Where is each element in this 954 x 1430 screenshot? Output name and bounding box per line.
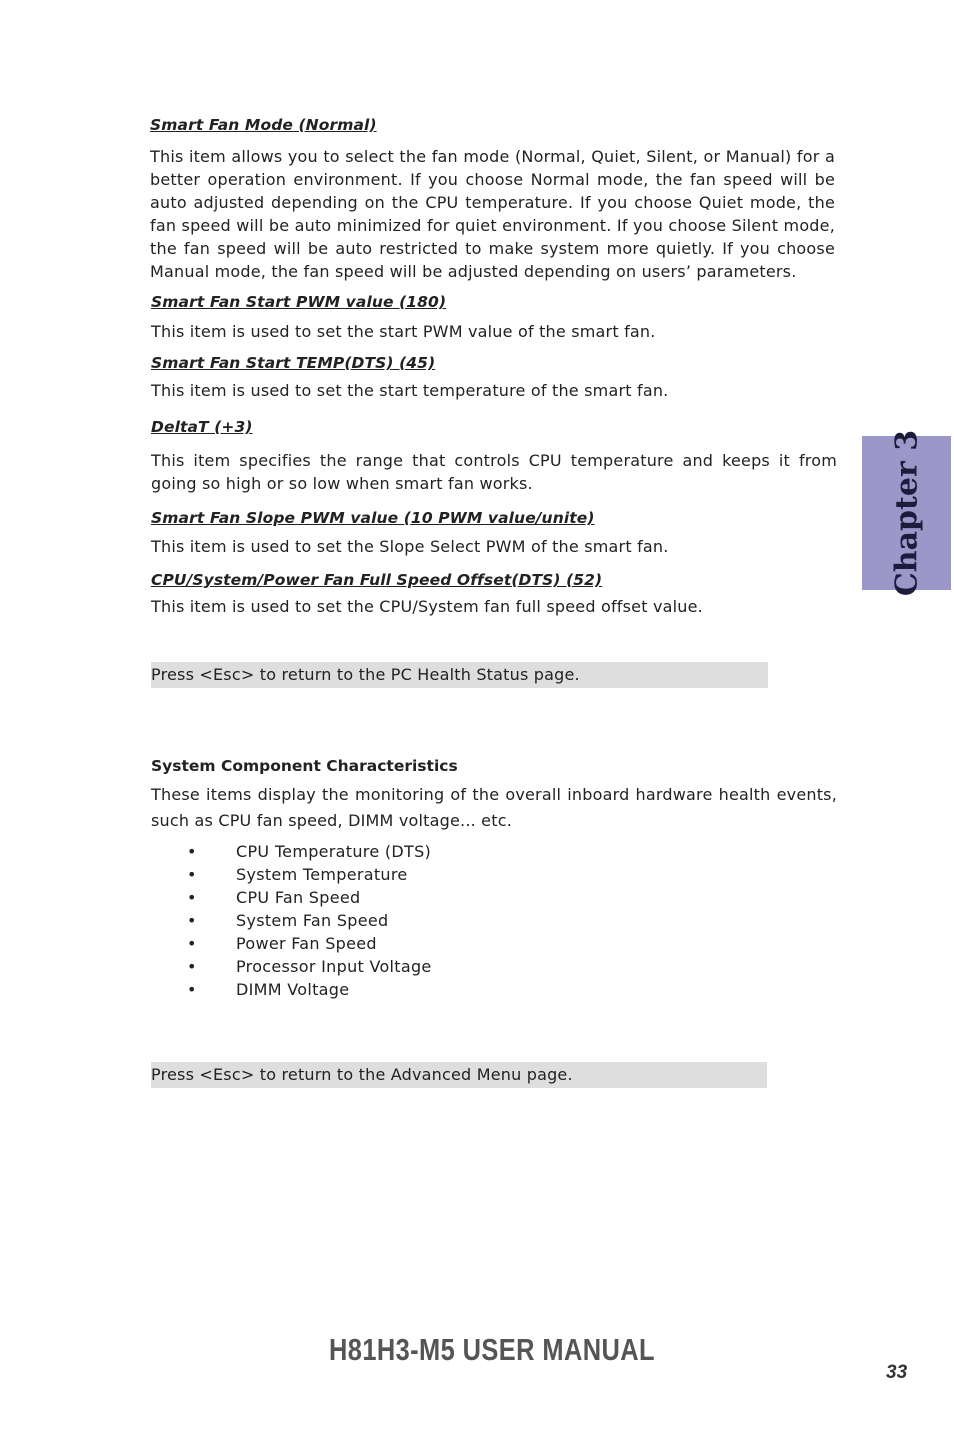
components-list	[187, 840, 432, 1001]
components-title: System Component Characteristics	[151, 757, 458, 775]
bullet-icon: •	[187, 865, 197, 884]
full-speed-offset-description: This item is used to set the CPU/System fan full speed offset value.	[151, 597, 703, 616]
start-pwm-heading: Smart Fan Start PWM value (180)	[151, 293, 447, 311]
bullet-icon: •	[187, 888, 197, 907]
manual-title: H81H3-M5 USER MANUAL	[328, 1332, 655, 1367]
list-item: • System Temperature	[187, 865, 408, 884]
fan-mode-description: This item allows you to select the fan mode (Normal, Quiet, Silent, or Manual) for a better operation environment. If you choose Normal mode, the fan speed will be auto adjusted depending on the CPU temperature. If you choose Quiet mode, the fan speed will be auto minimized for quiet environment. If you choose Silent mode, the fan speed will be auto restricted to make system more quietly. If you choose Manual mode, the fan speed will be adjusted depending on users’ parameters.	[150, 147, 835, 281]
delta-t-heading: DeltaT (+3)	[151, 418, 253, 436]
start-pwm-description: This item is used to set the start PWM value of the smart fan.	[151, 322, 656, 341]
list-item: • DIMM Voltage	[187, 980, 350, 999]
full-speed-offset-heading: CPU/System/Power Fan Full Speed Offset(DTS) (52)	[151, 571, 603, 589]
esc-advanced-menu-note-text: Press <Esc> to return to the Advanced Menu page.	[151, 1065, 573, 1084]
start-temp-heading: Smart Fan Start TEMP(DTS) (45)	[151, 354, 436, 372]
bullet-icon: •	[187, 957, 197, 976]
bullet-icon: •	[187, 980, 197, 999]
start-temp-description: This item is used to set the start temperature of the smart fan.	[151, 381, 669, 400]
list-item: • System Fan Speed	[187, 911, 389, 930]
slope-pwm-heading: Smart Fan Slope PWM value (10 PWM value/unite)	[151, 509, 595, 527]
chapter-tab	[862, 429, 951, 597]
bullet-icon: •	[187, 934, 197, 953]
delta-t-description: This item specifies the range that controls CPU temperature and keeps it from going so high or so low when smart fan works.	[151, 451, 837, 493]
esc-pc-health-note	[151, 662, 768, 688]
list-item: • Processor Input Voltage	[187, 957, 432, 976]
bullet-icon: •	[187, 911, 197, 930]
esc-advanced-menu-note	[151, 1062, 767, 1088]
list-item: • Power Fan Speed	[187, 934, 377, 953]
chapter-label: Chapter 3	[889, 429, 924, 597]
esc-pc-health-note-text: Press <Esc> to return to the PC Health Status page.	[151, 665, 580, 684]
footer-title-wrap	[252, 1332, 732, 1368]
fan-mode-heading: Smart Fan Mode (Normal)	[150, 116, 377, 134]
bullet-icon: •	[187, 842, 197, 861]
list-item: • CPU Fan Speed	[187, 888, 361, 907]
slope-pwm-description: This item is used to set the Slope Select PWM of the smart fan.	[151, 537, 669, 556]
page-number: 33	[886, 1362, 908, 1383]
components-description: These items display the monitoring of the overall inboard hardware health events, such as CPU fan speed, DIMM voltage... etc.	[151, 785, 837, 830]
list-item: • CPU Temperature (DTS)	[187, 842, 432, 861]
